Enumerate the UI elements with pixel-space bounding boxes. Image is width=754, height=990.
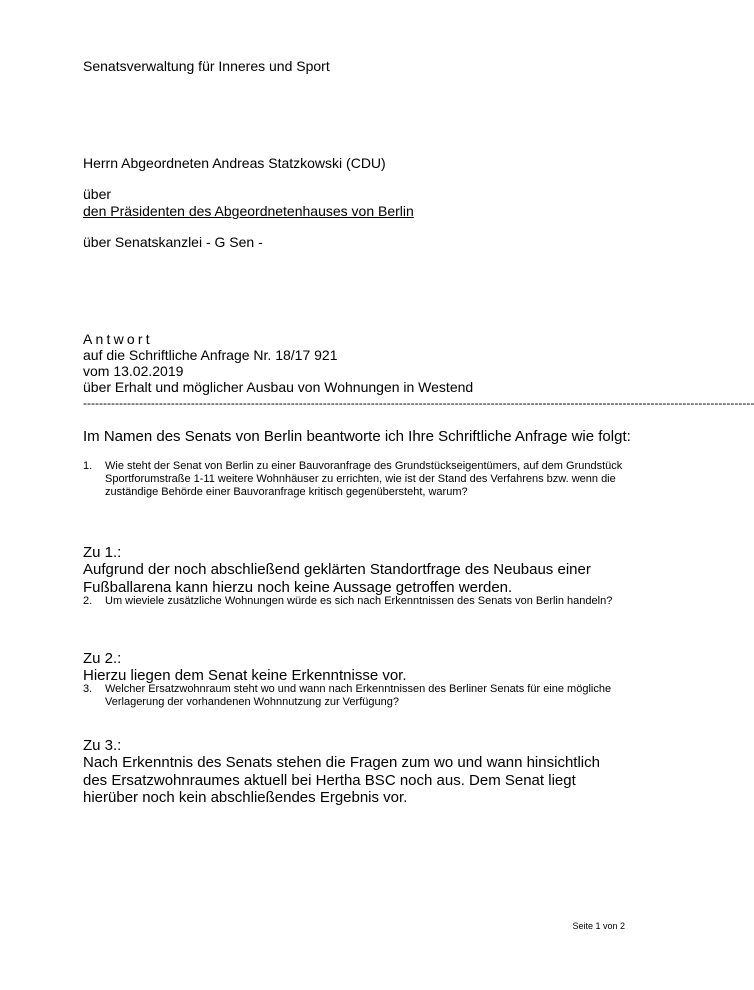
addressee-line: Herrn Abgeordneten Andreas Statzkowski (CDU)	[83, 155, 386, 171]
answer-label-2: Zu 2.:	[83, 650, 122, 667]
inquiry-date: vom 13.02.2019	[83, 363, 184, 379]
answer-text-3: Nach Erkenntnis des Senats stehen die Fragen zum wo und wann hinsichtlich des Ersatzwohnraumes aktuell bei Hertha BSC noch aus. Dem Senat liegt hierüber noch kein abschließendes Ergebnis vor.	[83, 754, 600, 806]
answer-text-1: Aufgrund der noch abschließend geklärten Standortfrage des Neubaus einer Fußballarena kann hierzu noch keine Aussage getroffen werden.	[83, 561, 591, 596]
question-1	[83, 460, 623, 499]
inquiry-topic: über Erhalt und möglicher Ausbau von Wohnungen in Westend	[83, 379, 474, 395]
answer-label-1: Zu 1.:	[83, 544, 122, 561]
question-text: Welcher Ersatzwohnraum steht wo und wann nach Erkenntnissen des Berliner Senats für eine mögliche Verlagerung der vorhandenen Wohnnutzung zur Verfügung?	[105, 683, 612, 708]
via-label: über	[83, 186, 112, 202]
inquiry-reference: auf die Schriftliche Anfrage Nr. 18/17 921	[83, 347, 338, 363]
question-text: Um wieviele zusätzliche Wohnungen würde es sich nach Erkenntnissen des Senats von Berlin handeln?	[105, 595, 613, 607]
sender-line: Senatsverwaltung für Inneres und Sport	[83, 58, 330, 74]
answer-heading: Antwort	[83, 331, 153, 347]
answer-text-2: Hierzu liegen dem Senat keine Erkenntnisse vor.	[83, 667, 407, 684]
question-number: 2.	[83, 595, 93, 607]
dashed-separator: ------------------------------------------------------------------------------------------------------------------------------------------------------------------------	[83, 396, 754, 410]
intro-line: Im Namen des Senats von Berlin beantworte ich Ihre Schriftliche Anfrage wie folgt:	[83, 428, 631, 445]
question-3	[83, 683, 623, 709]
question-number: 3.	[83, 683, 93, 695]
question-text: Wie steht der Senat von Berlin zu einer Bauvoranfrage des Grundstückseigentümers, auf dem Grundstück Sportforumstraße 1-11 weitere Wohnhäuser zu errichten, wie ist der Stand des Verfahrens bzw. wenn die zuständige Behörde einer Bauvoranfrage kritisch gegenübersteht, warum?	[105, 460, 623, 498]
question-2	[83, 595, 623, 608]
via-name: den Präsidenten des Abgeordnetenhauses von Berlin	[83, 203, 414, 219]
question-number: 1.	[83, 460, 93, 472]
chancellery-line: über Senatskanzlei - G Sen -	[83, 234, 263, 250]
answer-label-3: Zu 3.:	[83, 737, 122, 754]
page-number-footer: Seite 1 von 2	[572, 921, 625, 931]
